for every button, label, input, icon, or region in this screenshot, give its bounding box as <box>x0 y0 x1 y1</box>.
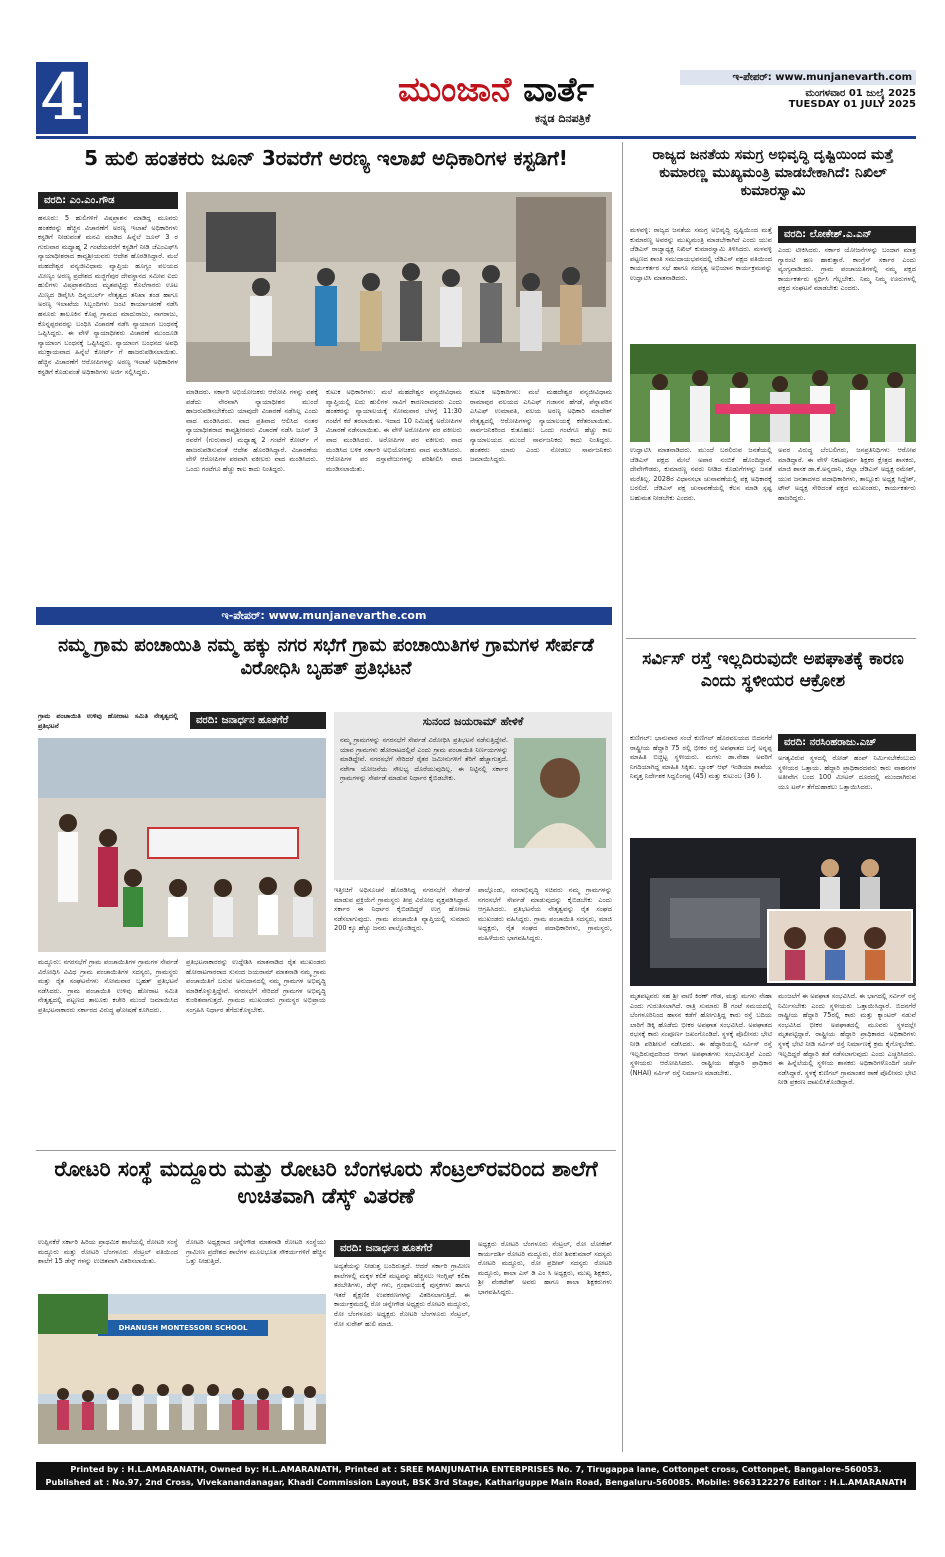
footer-line-2: Published at : No.97, 2nd Cross, Vivekanandanagar, Khadi Commission Layout, BSK 3rd Stage, Kathariguppe Main Road, Bengaluru-560085. Mobile: 9663122276 Editor : H.L.AMARANATH <box>45 1477 907 1487</box>
footer-line-1: Printed by : H.L.AMARANATH, Owned by: H.L.AMARANATH, Printed at : SREE MANJUNATHA ENTERPRISES No. 7, Tirugappa lane, Cottonpet cross, Cottonpet, Bangalore-560053. <box>70 1464 882 1474</box>
story3-column-4: ಪಾಲ್ಗೊಂಡು, ನಗರಾಭಿವೃದ್ಧಿ ಸಚಿವರು ನಮ್ಮ ಗ್ರಾಮಗಳನ್ನು ನಗರಸಭೆಗೆ ಸೇರ್ಪಡೆ ಮಾಡುವುದನ್ನು ಕೈಬಿಡಬೇಕು ಎಂದು ಆಗ್ರಹಿಸಿದರು. ಪ್ರತಿಭಟನೆಯ ನೇತೃತ್ವವನ್ನು ರೈತ ಸಂಘದ ಮುಖಂಡರು ವಹಿಸಿದ್ದರು. ಗ್ರಾಮ ಪಂಚಾಯಿತಿ ಸದಸ್ಯರು, ಮಾಜಿ ಅಧ್ಯಕ್ಷರು, ರೈತ ಸಂಘದ ಪದಾಧಿಕಾರಿಗಳು, ಗ್ರಾಮಸ್ಥರು, ಮಹಿಳೆಯರು ಭಾಗವಹಿಸಿದ್ದರು. <box>478 886 612 942</box>
story1-photo-court <box>186 192 612 382</box>
story1-byline: ವರದಿ: ಎಂ.ಎಂ.ಗೌಡ <box>38 192 178 209</box>
header-info <box>680 70 916 110</box>
story5-column-4: ಅಧ್ಯಕ್ಷರು ರೋಟರಿ ಬೆಂಗಳೂರು ಸೆಂಟ್ರಲ್, ರೋ ಲೋಕೇಶ್ ಕಾರ್ಯದರ್ಶಿ ರೋಟರಿ ಮದ್ದೂರು, ರೋ ಶಿವಕುಮಾರ್ ಸದಸ್ಯರು ರೋಟರಿ ಮದ್ದೂರು, ರೋ ಪ್ರದೀಪ್ ಸದಸ್ಯರು ರೋಟರಿ ಮದ್ದೂರು, ಶಾಲಾ ಎಸ್ ಡಿ ಎಂ ಸಿ ಅಧ್ಯಕ್ಷರು, ಮುಖ್ಯ ಶಿಕ್ಷಕರು, ಶ್ರೀ ವೆಂಕಟೇಶ್ ಅವರು ಹಾಗೂ ಶಾಲಾ ಶಿಕ್ಷಕರುಗಳು ಭಾಗವಹಿಸಿದ್ದರು. <box>478 1240 612 1296</box>
story5-byline: ವರದಿ: ಜನಾರ್ಧನ ಹೂತಗೆರೆ <box>334 1240 470 1257</box>
story2-photo-event <box>630 344 916 442</box>
story2-headline: ರಾಜ್ಯದ ಜನತೆಯ ಸಮಗ್ರ ಅಭಿವೃದ್ಧಿ ದೃಷ್ಟಿಯಿಂದ ಮತ್ತೆ ಕುಮಾರಣ್ಣ ಮುಖ್ಯಮಂತ್ರಿ ಮಾಡಬೇಕಾಗಿದೆ: ನಿಖಿಲ್ ಕುಮಾರಸ್ವಾಮಿ <box>652 147 894 200</box>
story5-rule <box>36 1150 616 1151</box>
story5-headline: ರೋಟರಿ ಸಂಸ್ಥೆ ಮದ್ದೂರು ಮತ್ತು ರೋಟರಿ ಬೆಂಗಳೂರು ಸೆಂಟ್ರಲ್‌ರವರಿಂದ ಶಾಲೆಗೆ ಉಚಿತವಾಗಿ ಡೆಸ್ಕ್ ವಿತರಣೆ <box>54 1157 598 1209</box>
story3-column-2: ಪ್ರತಿಭಟನಾಕಾರರನ್ನು ಉದ್ದೇಶಿಸಿ ಮಾತನಾಡಿದ ರೈತ ಮುಖಂಡರು ಹೋರಾಟಗಾರರಾದ ಸುನಂದ ಜಯರಾಮ್ ಮಾತನಾಡಿ ನಮ್ಮ ಗ್ರಾಮ ಪಂಚಾಯಿತಿಗೆ ಬರುವ ಅನುದಾನದಲ್ಲಿ ನಮ್ಮ ಗ್ರಾಮಗಳ ಅಭಿವೃದ್ಧಿ ಮಾಡಿಕೊಳ್ಳುತ್ತಿದ್ದೇವೆ. ನಗರಸಭೆಗೆ ಸೇರಿದರೆ ಗ್ರಾಮಗಳ ಅಭಿವೃದ್ಧಿ ಕುಂಠಿತವಾಗುತ್ತದೆ. ಗ್ರಾಮದ ಮುಖಂಡರು ಗ್ರಾಮಸ್ಥರ ಅಭಿಪ್ರಾಯ ಸಂಗ್ರಹಿಸಿ ನಿರ್ಧಾರ ತೆಗೆದುಕೊಳ್ಳಬೇಕು. <box>186 958 326 1014</box>
header-rule <box>36 136 916 139</box>
epaper-web-bar[interactable]: ಇ-ಪೇಪರ್: www.munjanevarthe.com <box>36 607 612 625</box>
story5-photo-school <box>38 1294 326 1444</box>
story3-column-1: ಮದ್ದೂರು: ನಗರಸಭೆಗೆ ಗ್ರಾಮ ಪಂಚಾಯಿತಿಗಳ ಗ್ರಾಮಗಳ ಸೇರ್ಪಡೆ ವಿರೋಧಿಸಿ ವಿವಿಧ ಗ್ರಾಮ ಪಂಚಾಯಿತಿಗಳ ಸದಸ್ಯರು, ಗ್ರಾಮಸ್ಥರು ಮತ್ತು ರೈತ ಸಂಘಟನೆಗಳು ಸೋಮವಾರ ಬೃಹತ್ ಪ್ರತಿಭಟನೆ ನಡೆಸಿದರು. ಗ್ರಾಮ ಪಂಚಾಯಿತಿ ಉಳಿವು ಹೋರಾಟ ಸಮಿತಿ ನೇತೃತ್ವದಲ್ಲಿ ಪಟ್ಟಣದ ತಾಲೂಕು ಕಚೇರಿ ಮುಂದೆ ಜಮಾಯಿಸಿದ ಪ್ರತಿಭಟನಾಕಾರರು ಸರ್ಕಾರದ ವಿರುದ್ಧ ಘೋಷಣೆ ಕೂಗಿದರು. <box>38 958 178 1014</box>
story1-column-4: ಕುಟುಕ ಅಧಿಕಾರಿಗಳು: ಮಲೆ ಮಹದೇಶ್ವರ ವನ್ಯಜೀವಿಧಾಮ ರಾಮಾಪುರ ವಲಯದ ಎಸಿಎಫ್ ಗಜಾನನ ಹೆಗಡೆ, ಪೆನ್ನಾಪರಿಸ ಎಸಿಎಫ್ ಉಮಾಪತಿ, ವಲಯ ಅರಣ್ಯ ಅಧಿಕಾರಿ ಮಾದೇಶ್ ನೇತೃತ್ವದಲ್ಲಿ ಆರೋಪಿಗಳನ್ನು ನ್ಯಾಯಾಲಯಕ್ಕೆ ಕರೆತರಲಾಯಿತು. ಸಾರ್ವಜನಿಕರಿಂದ ಕುತೂಹಲ: ಒಂದು ಗಂಟೆಗೂ ಹೆಚ್ಚು ಕಾಲ ನ್ಯಾಯಾಲಯದ ಮುಂದೆ ಸಾರ್ವಜನಿಕರು ಕಾದು ನಿಂತಿದ್ದರು. ಹಂತಕರು ಯಾರು ಎಂದು ನೋಡಲು ಸಾರ್ವಜನಿಕರು ಜಮಾಯಿಸಿದ್ದರು. <box>470 388 612 464</box>
story2-column-3: ಉದ್ಘಾಟಿಸಿ ಮಾತನಾಡಿದರು. ಮುಂದೆ ಬರಲಿರುವ ಜನತೆಯಲ್ಲಿ ಜೆಡಿಎಸ್ ಪಕ್ಷದ ಮೇಲೆ ಅಪಾರ ನಂಬಿಕೆ ಹೊಂದಿದ್ದಾರೆ. ದೇವೇಗೌಡರು, ಕುಮಾರಣ್ಣ ನವರು ನೀಡಿದ ಕೊಡುಗೆಗಳನ್ನು ಜನತೆ ಮರೆತಿಲ್ಲ. 2028ರ ವಿಧಾನಸಭಾ ಚುನಾವಣೆಯಲ್ಲಿ ಪಕ್ಷ ಅಧಿಕಾರಕ್ಕೆ ಬರಲಿದೆ. ಜೆಡಿಎಸ್ ಪಕ್ಷ ಚುನಾವಣೆಯಲ್ಲಿ ಕೆಲಸ ಮಾಡಿ ಸ್ಪಷ್ಟ ಬಹುಮತ ನೀಡಬೇಕು ಎಂದರು. <box>630 446 772 502</box>
story3-column-3: ಇತ್ತೀಚಿಗೆ ಅಧಿಸೂಚನೆ ಹೊರಡಿಸಿದ್ದ ನಗರಸಭೆಗೆ ಸೇರ್ಪಡೆ ಮಾಡುವ ಪ್ರಕ್ರಿಯೆಗೆ ಗ್ರಾಮಸ್ಥರು ತೀವ್ರ ವಿರೋಧ ವ್ಯಕ್ತಪಡಿಸಿದ್ದಾರೆ. ಸರ್ಕಾರ ಈ ನಿರ್ಧಾರ ಕೈಬಿಡದಿದ್ದರೆ ಉಗ್ರ ಹೋರಾಟ ನಡೆಸಲಾಗುವುದು. ಗ್ರಾಮ ಪಂಚಾಯಿತಿ ವ್ಯಾಪ್ತಿಯಲ್ಲಿ ಸುಮಾರು 200 ಕ್ಕೂ ಹೆಚ್ಚು ಜನರು ಪಾಲ್ಗೊಂಡಿದ್ದರು. <box>334 886 470 933</box>
tagline: ಕನ್ನಡ ದಿನಪತ್ರಿಕೆ <box>535 112 591 125</box>
story3-quote-box <box>334 712 612 880</box>
story2-column-4: ಅವರ ವಿರುದ್ಧ ಬೆಂಬಲಿಗರು, ಜನಪ್ರತಿನಿಧಿಗಳು ಆರೋಪ ಮಾಡಿದ್ದಾರೆ. ಈ ವೇಳೆ ನಿಕಟಪೂರ್ವ ಶಿಕ್ಷಕರ ಕ್ಷೇತ್ರದ ಶಾಸಕರು, ಮಾಜಿ ಶಾಸಕ ಡಾ.ಕೆ.ಅನ್ನದಾನಿ, ಜಿಲ್ಲಾ ಜೆಡಿಎಸ್ ಅಧ್ಯಕ್ಷ ರಮೇಶ್, ಯುವ ಜನತಾದಳದ ಪದಾಧಿಕಾರಿಗಳು, ತಾಲ್ಲೂಕು ಅಧ್ಯಕ್ಷ ಸಿದ್ದೇಶ್, ಟೌನ್ ಅಧ್ಯಕ್ಷ ಸೇರಿದಂತೆ ಪಕ್ಷದ ಮುಖಂಡರು, ಕಾರ್ಯಕರ್ತರು ಹಾಜರಿದ್ದರು. <box>778 446 916 502</box>
story3-byline: ವರದಿ: ಜನಾರ್ಧನ ಹೂತಗೆರೆ <box>190 712 326 729</box>
story3-headline: ನಮ್ಮ ಗ್ರಾಮ ಪಂಚಾಯಿತಿ ನಮ್ಮ ಹಕ್ಕು ನಗರ ಸಭೆಗೆ ಗ್ರಾಮ ಪಂಚಾಯಿತಿಗಳ ಗ್ರಾಮಗಳ ಸೇರ್ಪಡೆ ವಿರೋಧಿಸಿ ಬೃಹತ್ ಪ್ರತಿಭಟನೆ <box>58 635 594 680</box>
story4-column-3: ಮೃತಪಟ್ಟವರು ಸಹ ಶ್ರೀ ವಾಣಿ ಕಿರಣ್ ಗೌಡ, ಮತ್ತು ಮಗಳು ನೇಹಾ ಎಂದು ಗುರುತಿಸಲಾಗಿದೆ. ರಾತ್ರಿ ಸುಮಾರು 8 ಗಂಟೆ ಸಮಯದಲ್ಲಿ ಬೆಂಗಳೂರಿನಿಂದ ಹಾಸನ ಕಡೆಗೆ ಹೋಗುತ್ತಿದ್ದ ಕಾರು ರಸ್ತೆ ಬದಿಯ ಲಾರಿಗೆ ಡಿಕ್ಕಿ ಹೊಡೆದು ಭೀಕರ ಅಪಘಾತ ಸಂಭವಿಸಿದೆ. ಅಪಘಾತದ ರಭಸಕ್ಕೆ ಕಾರು ಸಂಪೂರ್ಣ ಜಖಂಗೊಂಡಿದೆ. ಸ್ಥಳಕ್ಕೆ ಪೊಲೀಸರು ಭೇಟಿ ನೀಡಿ ಪರಿಶೀಲನೆ ನಡೆಸಿದರು. ಈ ಹೆದ್ದಾರಿಯಲ್ಲಿ ಸರ್ವಿಸ್ ರಸ್ತೆ ಇಲ್ಲದಿರುವುದರಿಂದ ಆಗಾಗ ಅಪಘಾತಗಳು ಸಂಭವಿಸುತ್ತಿವೆ ಎಂದು ಸ್ಥಳೀಯರು ಆರೋಪಿಸಿದರು. ರಾಷ್ಟ್ರೀಯ ಹೆದ್ದಾರಿ ಪ್ರಾಧಿಕಾರ (NHAI) ಸರ್ವಿಸ್ ರಸ್ತೆ ನಿರ್ಮಾಣ ಮಾಡಬೇಕು. <box>630 992 772 1077</box>
story2-byline: ವರದಿ: ಲೋಕೇಶ್.ಎ.ಎನ್ <box>778 226 916 243</box>
story4-column-1: ಕುಣಿಗಲ್: ಭಾನುವಾರ ಸಂಜೆ ಕುಣಿಗಲ್ ಹೊರವಲಯದ ಬಿದನಗೆರೆ ರಾಷ್ಟ್ರೀಯ ಹೆದ್ದಾರಿ 75 ರಲ್ಲಿ ಭೀಕರ ರಸ್ತೆ ಅಪಘಾತದ ಬಗ್ಗೆ ಅನ್ನಪ್ಪ ಮಾಹಿತಿ ಬಿಚ್ಚಿಟ್ಟ ಸ್ಥಳೀಯರು. ಮಗಳು ಡಾ.ನೇಹಾ ಅವರಿಗೆ ನಿಗದಿಯಾಗಿದ್ದ ಮಾಹಿತಿ ಸಿಕ್ಕಿತು. ಬ್ಯಾಂಕ್ ಆಫ್ ಇಂಡಿಯಾ ಶಾಖೆಯ ನಿವೃತ್ತ ನಿರ್ದೇಶಕ ಸಿದ್ದಲಿಂಗಪ್ಪ (45) ಮತ್ತು ಕುಟುಂಬ (36 ). <box>630 734 772 781</box>
story3-photo-protest <box>38 738 326 952</box>
column-divider <box>622 142 623 1452</box>
masthead-logo <box>398 68 668 112</box>
story3-photo-caption: ಗ್ರಾಮ ಪಂಚಾಯಿತಿ ಉಳಿವು ಹೋರಾಟ ಸಮಿತಿ ನೇತೃತ್ವದಲ್ಲಿ ಪ್ರತಿಭಟನೆ <box>38 712 178 730</box>
story4-column-4: ಮಂಜಲೆಗೆ ಈ ಅಪಘಾತ ಸಂಭವಿಸಿದೆ. ಈ ಭಾಗದಲ್ಲಿ ಸರ್ವಿಸ್ ರಸ್ತೆ ನಿರ್ಮಿಸಬೇಕು ಎಂದು ಸ್ಥಳೀಯರು ಒತ್ತಾಯಿಸಿದ್ದಾರೆ. ಬಿದನಗೆರೆ ರಾಷ್ಟ್ರೀಯ ಹೆದ್ದಾರಿ 75ರಲ್ಲಿ ಕಾರು ಮತ್ತು ಕ್ಯಾಂಟರ್ ನಡುವೆ ಸಂಭವಿಸಿದ ಭೀಕರ ಅಪಘಾತದಲ್ಲಿ ಮೂವರು ಸ್ಥಳದಲ್ಲೇ ಮೃತಪಟ್ಟಿದ್ದಾರೆ. ರಾಷ್ಟ್ರೀಯ ಹೆದ್ದಾರಿ ಪ್ರಾಧಿಕಾರದ ಅಧಿಕಾರಿಗಳು ಸ್ಥಳಕ್ಕೆ ಭೇಟಿ ನೀಡಿ ಸರ್ವಿಸ್ ರಸ್ತೆ ನಿರ್ಮಾಣಕ್ಕೆ ಕ್ರಮ ಕೈಗೊಳ್ಳಬೇಕು. ಇಲ್ಲದಿದ್ದರೆ ಹೆದ್ದಾರಿ ತಡೆ ನಡೆಸಲಾಗುವುದು ಎಂದು ಎಚ್ಚರಿಸಿದರು. ಈ ಹಿನ್ನೆಲೆಯಲ್ಲಿ ಸ್ಥಳೀಯ ಶಾಸಕರು ಅಧಿಕಾರಿಗಳೊಂದಿಗೆ ಚರ್ಚೆ ನಡೆಸಿದ್ದಾರೆ. ಸ್ಥಳಕ್ಕೆ ಕುಣಿಗಲ್ ಗ್ರಾಮಾಂತರ ಠಾಣೆ ಪೊಲೀಸರು ಭೇಟಿ ನೀಡಿ ಪ್ರಕರಣ ದಾಖಲಿಸಿಕೊಂಡಿದ್ದಾರೆ. <box>778 992 916 1087</box>
story5-column-3: ಅದ್ಯತೆಯನ್ನು ನೀಡುತ್ತ ಬಂದಿರುತ್ತದೆ. ಆದರೆ ಸರ್ಕಾರಿ ಗ್ರಾಮೀಣ ಶಾಲೆಗಳಲ್ಲಿ ಮಕ್ಕಳ ಕಲಿಕೆ ಮಟ್ಟವನ್ನು ಹೆಚ್ಚಿಸಲು ಇಂಗ್ಲಿಷ್ ಕಲಿಕಾ ತರಬೇತಿಗಳು, ಡೆಸ್ಕ್ ಗಳು, ಗ್ರಂಥಾಲಯಕ್ಕೆ ಪುಸ್ತಕಗಳು ಹಾಗೂ ಇತರೆ ಶೈಕ್ಷಣಿಕ ಉಪಕರಣಗಳನ್ನು ವಿತರಿಸಲಾಗುತ್ತಿದೆ. ಈ ಕಾರ್ಯಕ್ರಮದಲ್ಲಿ ರೋ ಚನ್ನೇಗೌಡ ಅಧ್ಯಕ್ಷರು ರೋಟರಿ ಮದ್ದೂರು, ರೋ ಬೆಂಗಳೂರು ಅಧ್ಯಕ್ಷರು ರೋಟರಿ ಬೆಂಗಳೂರು ಸೆಂಟ್ರಲ್, ರೋ ಸುರೇಶ್ ಹುಲಿ ಮಾಜಿ. <box>334 1262 470 1328</box>
quote-title: ಸುನಂದ ಜಯರಾಮ್ ಹೇಳಿಕೆ <box>422 715 524 728</box>
quote-portrait <box>514 738 606 848</box>
story1-column-1: ಹನೂರು: 5 ಹುಲಿಗಳಿಗೆ ವಿಷಪ್ರಾಶನ ಮಾಡಿದ್ದ ಮೂವರು ಹಂತಕರನ್ನು ಹೆಚ್ಚಿನ ವಿಚಾರಣೆಗೆ ಅರಣ್ಯ ಇಲಾಖೆ ಅಧಿಕಾರಿಗಳು ಕಸ್ಟಡಿಗೆ ನೀಡುವಂತೆ ಮನವಿ ಮಾಡಿದ ಹಿನ್ನೆಲೆ ಜೂನ್ 3 ರ ಗುರುವಾರ ಮಧ್ಯಾಹ್ನ 2 ಗಂಟೆಯವರೆಗೆ ಕಸ್ಟಡಿಗೆ ನೀಡಿ ಜೆಎಂಎಫ್‌ಸಿ ನ್ಯಾಯಾಧೀಶರಾದ ಕಾವ್ಯಶ್ರೀಯವರು ಆದೇಶ ಹೊರಡಿಸಿದ್ದಾರೆ. ಮಲೆ ಮಹದೇಶ್ವರ ವನ್ಯಜೀವಿಧಾಮ ವ್ಯಾಪ್ತಿಯ ಹೂಗ್ಯಂ ವಲಯದ ಮೀಣ್ಯಂ ಅರಣ್ಯ ಪ್ರದೇಶದ ಮಜ್ಜಿಗೆಪುರ ದೇವಸ್ಥಾನದ ಸಮೀಪ ಐದು ಹುಲಿಗಳು ವಿಷಪ್ರಾಶನದಿಂದ ಮೃತಪಟ್ಟಿದ್ದು ಕೊಲೆಗಾರರು ಊಟ ಮಿಣ್ಯದ ಡಿವೈಸಿಸಿ ದಿನ್ನಂಬರ್ಲ್ ನೇತೃತ್ವದ ತನಿಖಾ ತಂಡ ಹಾಗೂ ಅರಣ್ಯ ಇಲಾಖೆಯ ಸಿಬ್ಬಂದಿಗಳು ಜಂಟಿ ಕಾರ್ಯಾಚರಣೆ ನಡೆಸಿ ಹನೂರು ತಾಲೂಕಿನ ಕೊಪ್ಪ ಗ್ರಾಮದ ಮಾದುರಾಜು, ನಾಗರಾಜು, ಕೊನ್ನಪ್ಪರವರನ್ನು ಬಂಧಿಸಿ ವಿಚಾರಣೆ ನಡೆಸಿ ನ್ಯಾಯಾಂಗ ಬಂಧನಕ್ಕೆ ಒಪ್ಪಿಸಿದ್ದರು. ಈ ವೇಳೆ ನ್ಯಾಯಾಧೀಶರು ವಿಚಾರಣೆ ಮುಂದೂಡಿ ನ್ಯಾಯಾಂಗ ಬಂಧನಕ್ಕೆ ಒಪ್ಪಿಸಿದ್ದರು. ನ್ಯಾಯಾಂಗ ಬಂಧನದ ಅವಧಿ ಮುಕ್ತಾಯವಾದ ಹಿನ್ನೆಲೆ ಕೋರ್ಟ್ ಗೆ ಹಾಜರುಪಡಿಸಲಾಯಿತು. ಹೆಚ್ಚಿನ ವಿಚಾರಣೆಗೆ ಆರೋಪಿಗಳನ್ನು ಅರಣ್ಯ ಇಲಾಖೆ ಅಧಿಕಾರಿಗಳ ಕಸ್ಟಡಿಗೆ ಕೊಡುವಂತೆ ಅಧಿಕಾರಿಗಳು ಅರ್ಜಿ ಸಲ್ಲಿಸಿದ್ದರು. <box>38 214 178 376</box>
story4-photo-accident <box>630 838 916 986</box>
story4-headline: ಸರ್ವಿಸ್ ರಸ್ತೆ ಇಲ್ಲದಿರುವುದೇ ಅಪಘಾತಕ್ಕೆ ಕಾರಣ ಎಂದು ಸ್ಥಳೀಯರ ಆಕ್ರೋಶ <box>642 649 904 692</box>
masthead-part2: ವಾರ್ತೆ <box>523 70 594 110</box>
story4-column-2: ಅಗತ್ಯವಿರುವ ಸ್ಥಳದಲ್ಲಿ ರೋಡ್ ಹಂಪ್ ನಿರ್ಮಿಸಬೇಕೆಂಬುದು ಸ್ಥಳೀಯರ ಒತ್ತಾಯ. ಹೆದ್ದಾರಿ ಪ್ರಾಧಿಕಾರದವರು ಕಾರು ವಾಹನಗಳ ಅತೀವೇಗ ಬಂದ 100 ಮೀಟರ್ ದೂರದಲ್ಲಿ ಮುಂದಾಗಿರುವ ಯೂ ಟರ್ನ್ ತೆಗೆದುಹಾಕಲು ಒತ್ತಾಯಿಸಿದರು. <box>778 754 916 791</box>
story1-headline: 5 ಹುಲಿ ಹಂತಕರು ಜೂನ್ 3ರವರೆಗೆ ಅರಣ್ಯ ಇಲಾಖೆ ಅಧಿಕಾರಿಗಳ ಕಸ್ಟಡಿಗೆ! <box>84 146 568 170</box>
story5-column-2: ರೋಟರಿ ಅಧ್ಯಕ್ಷರಾದ ಚನ್ನೇಗೌಡ ಮಾತನಾಡಿ ರೋಟರಿ ಸಂಸ್ಥೆಯು ಗ್ರಾಮೀಣ ಪ್ರದೇಶದ ಶಾಲೆಗಳ ಮೂಲಭೂತ ಸೌಕರ್ಯಗಳಿಗೆ ಹೆಚ್ಚಿನ ಒತ್ತು ನೀಡುತ್ತಿದೆ. <box>186 1238 326 1266</box>
quote-text: ನಮ್ಮ ಗ್ರಾಮಗಳನ್ನು ನಗರಸಭೆಗೆ ಸೇರ್ಪಡೆ ವಿರೋಧಿಸಿ ಪ್ರತಿಭಟನೆ ನಡೆಸುತ್ತಿದ್ದೇವೆ. ಯಾವ ಗ್ರಾಮಗಳು ಹೋರಾಟದಲ್ಲಿವೆ ಎಂದು ಗ್ರಾಮ ಪಂಚಾಯಿತಿ ನಿರ್ಣಯಗಳನ್ನು ಮಾಡಿದ್ದೇವೆ. ನಗರಸಭೆಗೆ ಸೇರಿದರೆ ರೈತರ ಜಮೀನುಗಳಿಗೆ ತೆರಿಗೆ ಹೆಚ್ಚಾಗುತ್ತದೆ. ನರೇಗಾ ಯೋಜನೆಯ ಸೌಲಭ್ಯ ದೊರೆಯುವುದಿಲ್ಲ. ಈ ನಿಟ್ಟಿನಲ್ಲಿ ಸರ್ಕಾರ ಗ್ರಾಮಗಳನ್ನು ಸೇರ್ಪಡೆ ಮಾಡುವ ನಿರ್ಧಾರ ಕೈಬಿಡಬೇಕು. <box>340 736 508 783</box>
story4-byline: ವರದಿ: ನರಸಿಂಹರಾಜು.ಎಚ್ <box>778 734 916 751</box>
school-banner-text: DHANUSH MONTESSORI SCHOOL <box>118 1324 248 1332</box>
story4-rule <box>626 638 916 639</box>
story5-column-1: ಉಪ್ಪಿನಕೆರೆ ಸರ್ಕಾರಿ ಹಿರಿಯ ಪ್ರಾಥಮಿಕ ಶಾಲೆಯಲ್ಲಿ ರೋಟರಿ ಸಂಸ್ಥೆ ಮದ್ದೂರು ಮತ್ತು ರೋಟರಿ ಬೆಂಗಳೂರು ಸೆಂಟ್ರಲ್ ವತಿಯಿಂದ ಶಾಲೆಗೆ 15 ಡೆಸ್ಕ್ ಗಳನ್ನು ಉಚಿತವಾಗಿ ವಿತರಿಸಲಾಯಿತು. <box>38 1238 178 1266</box>
story2-column-2: ಎಂದು ಟೀಕಿಸಿದರು. ಸರ್ಕಾರ ಯೋಜನೆಗಳನ್ನು ಬಂದಾಗ ಮಾತ್ರ ಗ್ಯಾರಂಟಿ ಹಣ ಹಾಕುತ್ತಾರೆ. ಕಾಂಗ್ರೆಸ್ ಸರ್ಕಾರ ಎಂದು ವ್ಯಂಗ್ಯವಾಡಿದರು. ಗ್ರಾಮ ಪಂಚಾಯತಿಗಳಲ್ಲಿ ನಮ್ಮ ಪಕ್ಷದ ಕಾರ್ಯಕರ್ತರು ಸ್ಪರ್ಧಿಸಿ ಗೆಲ್ಲಬೇಕು. ನಿಮ್ಮ ನಿಮ್ಮ ಊರುಗಳಲ್ಲಿ ಪಕ್ಷದ ಸಂಘಟನೆ ಮಾಡಬೇಕು ಎಂದರು. <box>778 246 916 293</box>
story2-column-1: ಮಳವಳ್ಳಿ: ರಾಜ್ಯದ ಜನತೆಯ ಸಮಗ್ರ ಅಭಿವೃದ್ಧಿ ದೃಷ್ಟಿಯಿಂದ ಮತ್ತೆ ಕುಮಾರಣ್ಣ ಅವರನ್ನು ಮುಖ್ಯಮಂತ್ರಿ ಮಾಡಬೇಕಾಗಿದೆ ಎಂದು ಯುವ ಜೆಡಿಎಸ್ ರಾಜ್ಯಾಧ್ಯಕ್ಷ ನಿಖಿಲ್ ಕುಮಾರಸ್ವಾಮಿ ತಿಳಿಸಿದರು. ಮಳವಳ್ಳಿ ಪಟ್ಟಣದ ಶಾಂತಿ ಸಮುದಾಯಭವನದಲ್ಲಿ ಜೆಡಿಎಸ್ ಪಕ್ಷದ ವತಿಯಿಂದ ಕಾರ್ಯಕರ್ತರ ಸಭೆ ಹಾಗೂ ಸದಸ್ಯತ್ವ ಅಭಿಯಾನ ಕಾರ್ಯಕ್ರಮವನ್ನು ಉದ್ಘಾಟಿಸಿ ಮಾತನಾಡಿದರು. <box>630 226 772 282</box>
date-kannada: ಮಂಗಳವಾರ 01 ಜುಲೈ 2025 <box>805 88 916 99</box>
page-number: 4 <box>36 62 88 134</box>
footer-imprint <box>36 1462 916 1490</box>
date-english: TUESDAY 01 JULY 2025 <box>788 99 916 110</box>
story1-column-2: ಮಾಡಿದರು. ಸರ್ಕಾರಿ ಅಭಿಯೋಜಕರು ಆರೋಪಿ ಗಳನ್ನು ವಶಕ್ಕೆ ಪಡೆದು ನೇರವಾಗಿ ನ್ಯಾಯಾಧೀಶರ ಮುಂದೆ ಹಾಜರುಪಡಿಸಬೇಕೆಂದು ಯಾವುದೇ ವಿಚಾರಣೆ ನಡೆಸಿಲ್ಲ ಎಂದು ವಾದ ಮಂಡಿಸಿದರು. ವಾದ ಪ್ರತಿವಾದ ಆಲಿಸಿದ ನಂತರ ನ್ಯಾಯಾಧೀಶರಾದ ಕಾವ್ಯಶ್ರೀರವರು ವಿಚಾರಣೆ ನಡೆಸಿ ಜೂನ್ 3 ರವರೆಗೆ (ಗುರುವಾರ) ಮಧ್ಯಾಹ್ನ 2 ಗಂಟೆಗೆ ಕೋರ್ಟ್ ಗೆ ಹಾಜರುಪಡಿಸುವಂತೆ ಆದೇಶ ಹೊರಡಿಸಿದ್ದಾರೆ. ವಿಚಾರಣೆಯ ವೇಳೆ ಆರೋಪಿಗಳ ಪರವಾಗಿ ವಕೀಲರು ವಾದ ಮಂಡಿಸಿದರು. ಒಂದು ಗಂಟೆಗೂ ಹೆಚ್ಚು ಕಾಲ ಕಾದು ನಿಂತಿದ್ದರು. <box>186 388 318 473</box>
masthead-part1: ಮುಂಜಾನೆ <box>398 70 512 110</box>
epaper-url[interactable]: ಇ-ಪೇಪರ್: www.munjanevarth.com <box>680 70 916 85</box>
story1-column-3: ಕುಟುಕ ಅಧಿಕಾರಿಗಳು: ಮಲೆ ಮಹದೇಶ್ವರ ವನ್ಯಜೀವಿಧಾಮ ವ್ಯಾಪ್ತಿಯಲ್ಲಿ ಐದು ಹುಲಿಗಳ ಸಾವಿಗೆ ಕಾರಣರಾದವರು ಎಂದು ಹಂತಕರನ್ನು ನ್ಯಾಯಾಲಯಕ್ಕೆ ಸೋಮವಾರ ಬೆಳಗ್ಗೆ 11:30 ಗಂಟೆಗೆ ಕರೆ ತರಲಾಯಿತು. ಇದಾದ 10 ನಿಮಿಷಕ್ಕೆ ಅರೋಪಿಗಳ ವಿಚಾರಣೆ ನಡೆಸಲಾಯಿತು. ಈ ವೇಳೆ ಅರೋಪಿಗಳ ಪರ ವಕೀಲರು ವಾದ ಮಂಡಿಸಿದರು. ಅರೋಪಿಗಳ ಪರ ವಕೀಲರು ವಾದ ಮಂಡಿಸಿದ ಬಳಿಕ ಸರ್ಕಾರಿ ಅಭಿಯೋಜಕರು ವಾದ ಮಂಡಿಸಿದರು. ಆರೋಪಿಗಳ ಪರ ದಸ್ತಾವೇಜುಗಳನ್ನು ಪರಿಶೀಲಿಸಿ ವಾದ ಮಂಡಿಸಲಾಯಿತು. <box>326 388 462 473</box>
